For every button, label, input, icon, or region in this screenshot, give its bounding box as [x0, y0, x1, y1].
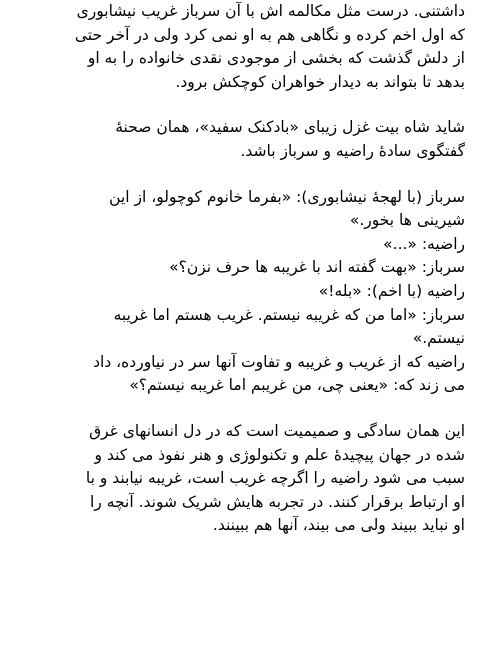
text-line: شاید شاه بیت غزل زیبای «بادکنک سفید»، همان صحنه‌ٔ — [115, 118, 465, 137]
paragraph-4 — [12, 420, 465, 538]
paragraph-2 — [12, 116, 465, 163]
paragraph-1 — [12, 0, 465, 94]
text-line: گفتگوی ساده‌ٔ راضیه و سرباز باشد. — [240, 141, 465, 160]
text-line: او ارتباط برقرار کنند. در تجربه هایش شریک شوند. آنچه را — [90, 492, 465, 511]
paragraph-gap — [12, 398, 465, 420]
text-line: سرباز: «اما من که غریبه نیستم. غریب هستم اما غریبه — [113, 305, 465, 324]
text-line: راضیه که از غریب و غریبه و تفاوت آنها سر در نیاورده، داد — [93, 352, 465, 371]
text-line: که اول اخم کرده و نگاهی هم به او نمی کرد ولی در آخر حتی — [74, 25, 465, 44]
text-line: شده در جهان پیچیده‌ٔ علم و تکنولوژی و هنر نفوذ می کند و — [94, 445, 465, 464]
paragraph-gap — [12, 164, 465, 186]
paragraph-3-dialogue — [12, 186, 465, 398]
text-line: این همان سادگی و صمیمیت است که در دل انسانهای غرق — [89, 421, 465, 440]
paragraph-gap — [12, 94, 465, 116]
text-line: سرباز: «بهت گفته اند با غریبه ها حرف نزن؟» — [169, 258, 465, 277]
text-line: راضیه: «...» — [383, 234, 465, 253]
text-line: سبب می شود راضیه را اگرچه غریب است، غریبه نیابند و با — [85, 469, 465, 488]
text-line: داشتنی. درست مثل مکالمه اش با آن سرباز غریب نیشابوری — [76, 2, 465, 20]
text-line: بدهد تا بتواند به دیدار خواهران کوچکش برود. — [175, 72, 465, 91]
text-line: می زند که: «یعنی چی، من غریبم اما غریبه نیستم؟» — [129, 376, 465, 395]
text-line: سرباز (با لهجه‌ٔ نیشابوری): «بفرما خانوم کوچولو، از این — [109, 187, 465, 206]
text-line: شیرینی ها بخور.» — [349, 211, 465, 230]
text-line: راضیه (با اخم): «بله!» — [318, 281, 465, 300]
text-line: از دلش گذشت که بخشی از موجودی نقدی خانواده را به او — [87, 49, 465, 68]
text-line: نیستم.» — [412, 329, 465, 348]
text-line: او نباید ببیند ولی می بیند، آنها هم ببینند. — [212, 516, 465, 535]
